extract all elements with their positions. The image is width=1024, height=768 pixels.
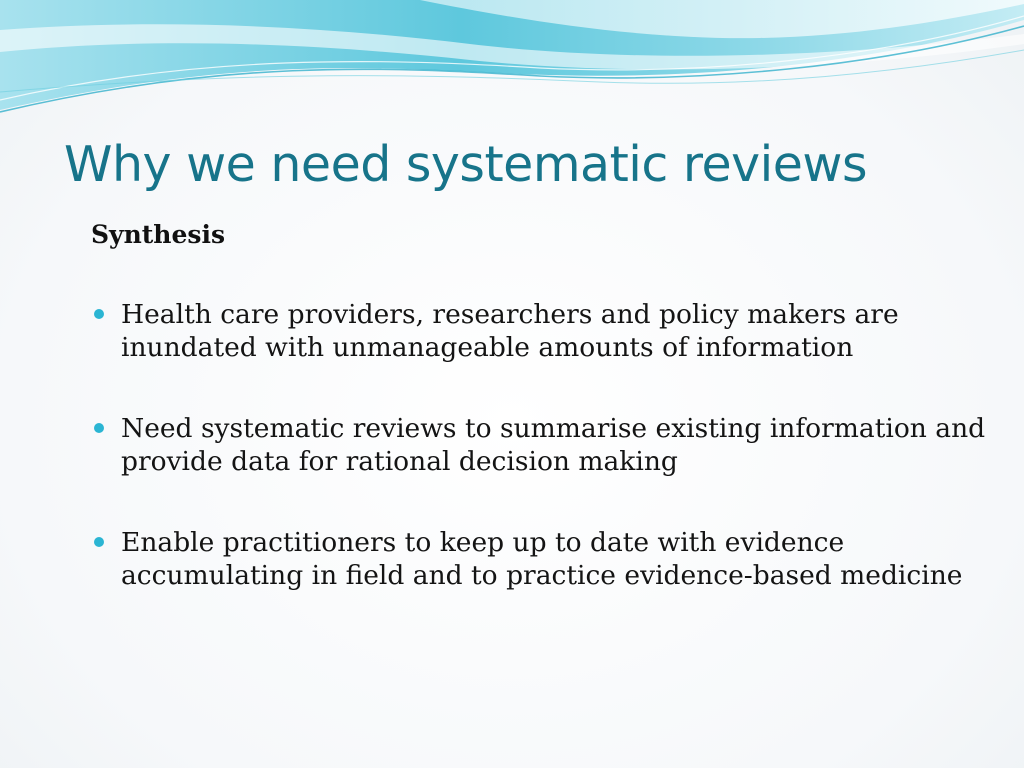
section-subheading: Synthesis — [91, 220, 226, 249]
slide-title: Why we need systematic reviews — [64, 136, 867, 193]
bullet-item — [92, 526, 992, 592]
bullet-item — [92, 298, 992, 364]
bullet-list — [92, 298, 992, 640]
bullet-text: Health care providers, researchers and policy makers are inundated with unmanageable amounts of information — [121, 299, 899, 363]
bullet-dot-icon — [94, 537, 104, 547]
bullet-dot-icon — [94, 423, 104, 433]
bullet-text: Enable practitioners to keep up to date with evidence accumulating in field and to practice evidence-based medicine — [121, 527, 963, 591]
bullet-text: Need systematic reviews to summarise existing information and provide data for rational decision making — [121, 413, 986, 477]
bullet-item — [92, 412, 992, 478]
wave-header-decoration — [0, 0, 1024, 130]
bullet-dot-icon — [94, 309, 104, 319]
